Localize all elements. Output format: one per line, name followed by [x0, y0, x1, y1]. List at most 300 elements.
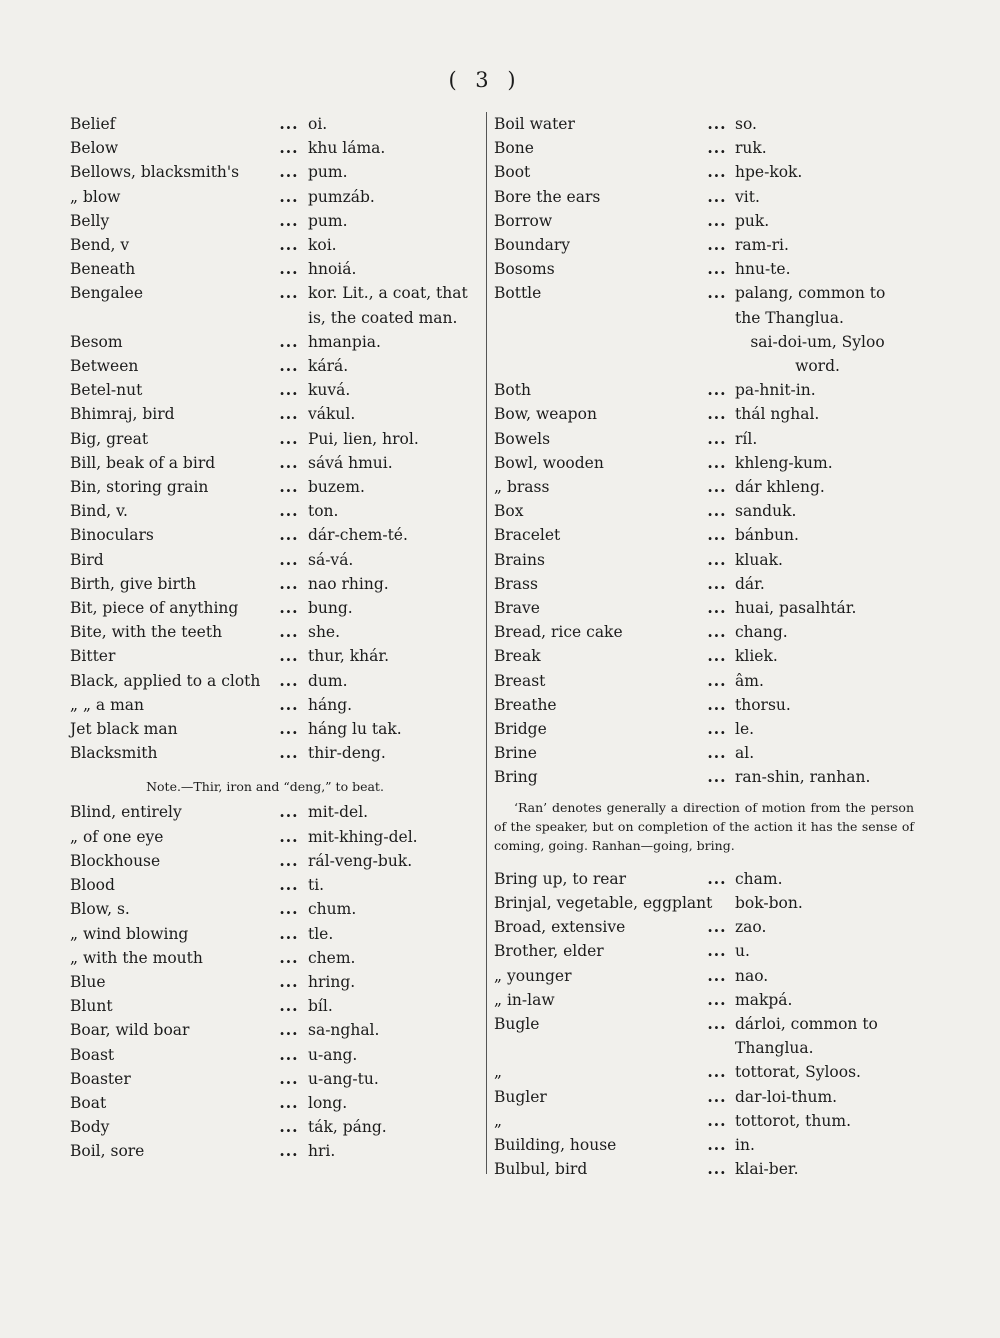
entry-leader-dots: ... [707, 549, 727, 569]
entry-term: Breathe [494, 695, 557, 714]
entry-leader-dots: ... [279, 1044, 299, 1064]
dictionary-entry [70, 644, 480, 668]
entry-term: Bottle [494, 284, 542, 303]
dictionary-entry [494, 427, 914, 451]
dictionary-entry [494, 451, 914, 475]
entry-term: Bulbul, bird [494, 1160, 588, 1179]
entry-leader-dots: ... [707, 917, 727, 937]
entry-term: Bone [494, 139, 534, 158]
entry-leader-dots: ... [707, 259, 727, 279]
dictionary-entry [70, 1091, 480, 1115]
dictionary-entry [70, 1115, 480, 1139]
entry-definition: rál-veng-buk. [308, 851, 413, 870]
entry-definition: hnoiá. [308, 260, 357, 279]
entry-leader-dots: ... [707, 1159, 727, 1179]
entry-definition: tottorat, Syloos. [735, 1063, 861, 1082]
dictionary-entry [70, 741, 480, 765]
dictionary-entry [494, 915, 914, 939]
dictionary-entry [70, 330, 480, 354]
entry-term: Bengalee [70, 284, 144, 303]
entry-term: Between [70, 357, 139, 376]
entry-leader-dots: ... [707, 114, 727, 133]
dictionary-entry [70, 354, 480, 378]
entry-term: „ brass [494, 478, 550, 497]
entry-term: Bite, with the teeth [70, 623, 223, 642]
entry-leader-dots: ... [279, 428, 299, 448]
entry-leader-dots: ... [707, 719, 727, 739]
entry-leader-dots: ... [707, 670, 727, 690]
dictionary-entry [494, 378, 914, 402]
entry-term: Blow, s. [70, 900, 130, 919]
dictionary-entry [494, 1133, 914, 1157]
dictionary-entry [70, 402, 480, 426]
entry-leader-dots: ... [279, 947, 299, 967]
dictionary-entry [494, 1085, 914, 1109]
dictionary-entry [70, 1043, 480, 1067]
entry-term: Bind, v. [70, 502, 128, 521]
dictionary-entry [70, 136, 480, 160]
entry-leader-dots: ... [279, 646, 299, 666]
entry-definition: háng. [308, 695, 353, 714]
entry-leader-dots: ... [279, 1068, 299, 1088]
entry-definition: háng lu tak. [308, 720, 402, 739]
entry-definition: so. [735, 115, 757, 133]
entry-definition: palang, common to the Thanglua. [735, 284, 886, 327]
entry-leader-dots: ... [707, 1134, 727, 1154]
dictionary-entry [70, 160, 480, 184]
entry-leader-dots: ... [279, 923, 299, 943]
dictionary-entry [70, 233, 480, 257]
entry-term: Birth, give birth [70, 574, 197, 593]
dictionary-entry [494, 1157, 914, 1181]
entry-leader-dots: ... [707, 283, 727, 303]
entry-leader-dots: ... [707, 743, 727, 763]
entry-term: Bitter [70, 647, 116, 666]
entry-definition: u-ang. [308, 1045, 358, 1064]
column-divider [486, 112, 487, 1174]
dictionary-entry [494, 160, 914, 184]
entry-leader-dots: ... [279, 802, 299, 822]
entry-term: Bowels [494, 429, 551, 448]
dictionary-entry [494, 939, 914, 963]
entry-term: „ with the mouth [70, 948, 203, 967]
dictionary-entry [70, 970, 480, 994]
entry-leader-dots: ... [707, 989, 727, 1009]
entry-leader-dots: ... [707, 404, 727, 424]
dictionary-entry [494, 548, 914, 572]
entry-leader-dots: ... [707, 525, 727, 545]
entry-term: Break [494, 647, 541, 666]
entry-leader-dots: ... [279, 1117, 299, 1137]
left-entry-list [70, 112, 480, 765]
entry-leader-dots: ... [279, 875, 299, 895]
entry-term: Bill, beak of a bird [70, 453, 216, 472]
dictionary-entry [70, 281, 480, 329]
entry-definition: zao. [735, 918, 767, 937]
entry-definition: khu láma. [308, 139, 386, 158]
entry-definition: hri. [308, 1142, 336, 1161]
entry-leader-dots: ... [707, 1086, 727, 1106]
entry-term: Bring [494, 768, 538, 787]
dictionary-entry [70, 620, 480, 644]
entry-definition: hring. [308, 972, 356, 991]
entry-term: Brass [494, 574, 538, 593]
entry-leader-dots: ... [279, 452, 299, 472]
entry-term: „ of one eye [70, 827, 164, 846]
entry-definition: ti. [308, 876, 325, 895]
entry-term: Boil, sore [70, 1142, 145, 1161]
dictionary-entry [494, 233, 914, 257]
entry-definition: tottorot, thum. [735, 1111, 851, 1130]
entry-term: Below [70, 139, 119, 158]
entry-leader-dots: ... [279, 549, 299, 569]
entry-definition: pa-hnit-in. [735, 381, 816, 400]
entry-leader-dots: ... [707, 941, 727, 961]
entry-leader-dots: ... [279, 598, 299, 618]
entry-term: Brine [494, 744, 537, 763]
dictionary-entry [70, 185, 480, 209]
entry-definition: bíl. [308, 997, 333, 1016]
entry-leader-dots: ... [279, 356, 299, 376]
entry-leader-dots: ... [279, 235, 299, 255]
entry-definition: buzem. [308, 478, 365, 497]
entry-definition: huai, pasalhtár. [735, 599, 857, 618]
dictionary-entry [70, 548, 480, 572]
entry-definition: kliek. [735, 647, 778, 666]
entry-leader-dots: ... [707, 965, 727, 985]
entry-definition: u-ang-tu. [308, 1069, 379, 1088]
dictionary-entry [494, 572, 914, 596]
entry-definition: sa-nghal. [308, 1021, 380, 1040]
dictionary-entry [70, 1067, 480, 1091]
entry-term: „ [494, 1063, 503, 1082]
entry-leader-dots: ... [707, 380, 727, 400]
entry-definition: chum. [308, 900, 357, 919]
entry-term: „ „ a man [70, 695, 145, 714]
entry-term: Bhimraj, bird [70, 405, 175, 424]
entry-leader-dots: ... [279, 380, 299, 400]
entry-term: Belief [70, 115, 116, 133]
dictionary-entry [494, 867, 914, 891]
entry-definition: pum. [308, 211, 348, 230]
dictionary-entry [70, 873, 480, 897]
entry-term: Building, house [494, 1135, 617, 1154]
entry-term: Bugle [494, 1014, 540, 1033]
entry-term: Bird [70, 550, 104, 569]
entry-definition: mit-del. [308, 803, 369, 822]
entry-leader-dots: ... [279, 670, 299, 690]
dictionary-entry [70, 897, 480, 921]
entry-term: Big, great [70, 429, 149, 448]
entry-term: Blue [70, 972, 106, 991]
dictionary-entry [70, 800, 480, 824]
entry-leader-dots: ... [279, 331, 299, 351]
entry-leader-dots: ... [279, 138, 299, 158]
entry-definition: tle. [308, 924, 334, 943]
entry-leader-dots: ... [279, 501, 299, 521]
dictionary-entry [70, 523, 480, 547]
entry-definition: chem. [308, 948, 356, 967]
entry-leader-dots: ... [707, 598, 727, 618]
entry-definition: dár. [735, 574, 765, 593]
entry-definition: vákul. [308, 405, 356, 424]
dictionary-entry [494, 136, 914, 160]
entry-definition: thorsu. [735, 695, 791, 714]
right-entry-list [494, 112, 914, 790]
entry-term: Jet black man [70, 720, 178, 739]
entry-definition: ton. [308, 502, 339, 521]
dictionary-entry [494, 669, 914, 693]
entry-definition: vit. [735, 187, 760, 206]
entry-leader-dots: ... [279, 210, 299, 230]
entry-term: „ blow [70, 187, 121, 206]
entry-term: Brinjal, vegetable, eggplant [494, 893, 713, 912]
entry-leader-dots: ... [707, 573, 727, 593]
entry-leader-dots: ... [279, 1020, 299, 1040]
entry-term: Bridge [494, 720, 547, 739]
entry-leader-dots: ... [279, 162, 299, 182]
entry-definition: ram-ri. [735, 236, 789, 255]
entry-definition: hnu-te. [735, 260, 791, 279]
entry-definition: âm. [735, 671, 764, 690]
dictionary-entry [494, 257, 914, 281]
dictionary-entry [70, 257, 480, 281]
dictionary-entry [70, 849, 480, 873]
entry-definition: le. [735, 720, 755, 739]
entry-leader-dots: ... [707, 694, 727, 714]
entry-leader-dots: ... [707, 235, 727, 255]
entry-leader-dots: ... [279, 971, 299, 991]
entry-definition: ruk. [735, 139, 767, 158]
dictionary-entry [70, 825, 480, 849]
entry-definition: dum. [308, 671, 348, 690]
entry-term: Both [494, 381, 531, 400]
entry-definition: sá-vá. [308, 550, 354, 569]
entry-leader-dots: ... [279, 694, 299, 714]
dictionary-entry [494, 281, 914, 329]
entry-term: „ wind blowing [70, 924, 189, 943]
entry-term: Boil water [494, 115, 575, 133]
entry-term: Black, applied to a cloth [70, 671, 261, 690]
dictionary-entry [70, 946, 480, 970]
entry-leader-dots: ... [707, 868, 727, 888]
entry-term: „ younger [494, 966, 572, 985]
entry-definition: koi. [308, 236, 337, 255]
entry-leader-dots: ... [707, 477, 727, 497]
dictionary-entry [494, 402, 914, 426]
entry-term: Blood [70, 876, 115, 895]
entry-definition: al. [735, 744, 755, 763]
entry-definition: in. [735, 1135, 755, 1154]
entry-term: Bit, piece of anything [70, 599, 239, 618]
dictionary-entry [494, 620, 914, 644]
entry-leader-dots: ... [279, 283, 299, 303]
entry-term: Bow, weapon [494, 405, 597, 424]
dictionary-entry [70, 209, 480, 233]
entry-leader-dots: ... [279, 1141, 299, 1161]
entry-term: Bugler [494, 1087, 547, 1106]
entry-definition: bung. [308, 599, 353, 618]
entry-term: Breast [494, 671, 546, 690]
entry-term: Bread, rice cake [494, 623, 623, 642]
entry-leader-dots: ... [707, 428, 727, 448]
dictionary-entry [494, 693, 914, 717]
entry-term: Brains [494, 550, 545, 569]
dictionary-entry [494, 1060, 914, 1084]
entry-leader-dots: ... [707, 622, 727, 642]
entry-leader-dots: ... [279, 404, 299, 424]
entry-term: Box [494, 502, 524, 521]
entry-definition: ríl. [735, 429, 758, 448]
entry-definition: u. [735, 942, 750, 961]
dictionary-entry [494, 475, 914, 499]
entry-leader-dots: ... [279, 826, 299, 846]
dictionary-entry [494, 644, 914, 668]
entry-term: Boaster [70, 1069, 131, 1088]
entry-term: Blind, entirely [70, 803, 182, 822]
entry-definition: sai-doi-um, Syloo word. [750, 332, 885, 376]
entry-term: „ in-law [494, 990, 555, 1009]
dictionary-entry [494, 891, 914, 915]
dictionary-entry [70, 669, 480, 693]
entry-definition: mit-khing-del. [308, 827, 418, 846]
entry-definition: kárá. [308, 357, 349, 376]
dictionary-entry [70, 693, 480, 717]
dictionary-entry [494, 717, 914, 741]
entry-definition: she. [308, 623, 341, 642]
dictionary-entry [70, 1139, 480, 1163]
entry-leader-dots: ... [279, 622, 299, 642]
entry-definition: nao. [735, 966, 769, 985]
entry-definition: hmanpia. [308, 332, 381, 351]
dictionary-entry [494, 741, 914, 765]
entry-definition: ták, páng. [308, 1118, 387, 1137]
entry-definition: dár khleng. [735, 478, 825, 497]
entry-leader-dots: ... [279, 850, 299, 870]
entry-definition: Pui, lien, hrol. [308, 429, 419, 448]
entry-term: Bracelet [494, 526, 561, 545]
entry-leader-dots: ... [707, 186, 727, 206]
dictionary-entry [494, 964, 914, 988]
entry-definition: nao rhing. [308, 574, 389, 593]
entry-term: Brave [494, 599, 540, 618]
entry-term: Body [70, 1118, 110, 1137]
entry-definition: bánbun. [735, 526, 799, 545]
entry-term: Boat [70, 1093, 107, 1112]
entry-definition: khleng-kum. [735, 453, 833, 472]
entry-definition: kuvá. [308, 381, 351, 400]
dictionary-entry [70, 572, 480, 596]
entry-term: Bosoms [494, 260, 555, 279]
dictionary-entry [70, 475, 480, 499]
entry-leader-dots: ... [707, 1062, 727, 1082]
entry-leader-dots: ... [707, 452, 727, 472]
left-note: Note.—Thir, iron and “deng,” to beat. [146, 779, 384, 795]
entry-leader-dots: ... [707, 501, 727, 521]
right-entry-list-continued [494, 867, 914, 1182]
entry-definition: thir-deng. [308, 744, 386, 763]
entry-definition: thur, khár. [308, 647, 390, 666]
entry-definition: ran-shin, ranhan. [735, 768, 871, 787]
entry-term: Brother, elder [494, 942, 604, 961]
dictionary-entry [70, 1018, 480, 1042]
dictionary-entry [70, 596, 480, 620]
entry-leader-dots: ... [707, 767, 727, 787]
entry-leader-dots: ... [279, 573, 299, 593]
entry-term: Boot [494, 163, 531, 182]
dictionary-entry [494, 209, 914, 233]
entry-term: Bellows, blacksmith's [70, 163, 240, 182]
dictionary-entry [70, 717, 480, 741]
entry-term: Betel-nut [70, 381, 143, 400]
entry-definition: pum. [308, 163, 348, 182]
entry-term: Bend, v [70, 236, 130, 255]
entry-definition: sává hmui. [308, 453, 393, 472]
entry-definition: oi. [308, 115, 328, 133]
entry-definition: cham. [735, 869, 783, 888]
entry-definition: kluak. [735, 550, 783, 569]
entry-leader-dots: ... [707, 162, 727, 182]
entry-term: Beneath [70, 260, 136, 279]
dictionary-entry [494, 112, 914, 136]
page-number: ( 3 ) [448, 68, 522, 92]
entry-leader-dots: ... [707, 210, 727, 230]
entry-leader-dots: ... [279, 186, 299, 206]
entry-leader-dots: ... [707, 1013, 727, 1033]
entry-term: Bowl, wooden [494, 453, 604, 472]
entry-leader-dots: ... [279, 743, 299, 763]
entry-term: Bin, storing grain [70, 478, 209, 497]
entry-definition: dárloi, common to Thanglua. [735, 1014, 878, 1058]
dictionary-entry [70, 922, 480, 946]
entry-leader-dots: ... [279, 477, 299, 497]
entry-leader-dots: ... [707, 1110, 727, 1130]
entry-definition: puk. [735, 211, 770, 230]
dictionary-entry [494, 330, 914, 378]
dictionary-entry [494, 499, 914, 523]
entry-term: Blacksmith [70, 744, 158, 763]
entry-term: Boast [70, 1045, 115, 1064]
entry-term: Boundary [494, 236, 571, 255]
entry-term: Bring up, to rear [494, 869, 627, 888]
entry-definition: long. [308, 1093, 348, 1112]
entry-definition: sanduk. [735, 502, 797, 521]
dictionary-entry [70, 427, 480, 451]
entry-term: Besom [70, 332, 123, 351]
dictionary-entry [70, 994, 480, 1018]
entry-definition: kor. Lit., a coat, that is, the coated man. [308, 284, 468, 327]
entry-leader-dots: ... [279, 719, 299, 739]
dictionary-entry [494, 523, 914, 547]
dictionary-entry [494, 596, 914, 620]
right-column [494, 112, 914, 1181]
entry-term: Borrow [494, 211, 553, 230]
entry-definition: chang. [735, 623, 788, 642]
entry-definition: klai-ber. [735, 1160, 799, 1179]
entry-leader-dots: ... [279, 996, 299, 1016]
dictionary-entry [494, 765, 914, 789]
entry-term: Broad, extensive [494, 918, 626, 937]
right-note: ‘Ran’ denotes generally a direction of motion from the person of the speaker, but on completion of the action it has the sense of coming, going. Ranhan—going, bring. [494, 799, 914, 853]
entry-definition: dar-loi-thum. [735, 1087, 838, 1106]
entry-term: Blockhouse [70, 851, 161, 870]
dictionary-entry [494, 1109, 914, 1133]
entry-leader-dots: ... [279, 114, 299, 133]
left-column [70, 112, 480, 1164]
entry-leader-dots: ... [707, 138, 727, 158]
entry-leader-dots: ... [279, 259, 299, 279]
entry-leader-dots: ... [279, 1092, 299, 1112]
